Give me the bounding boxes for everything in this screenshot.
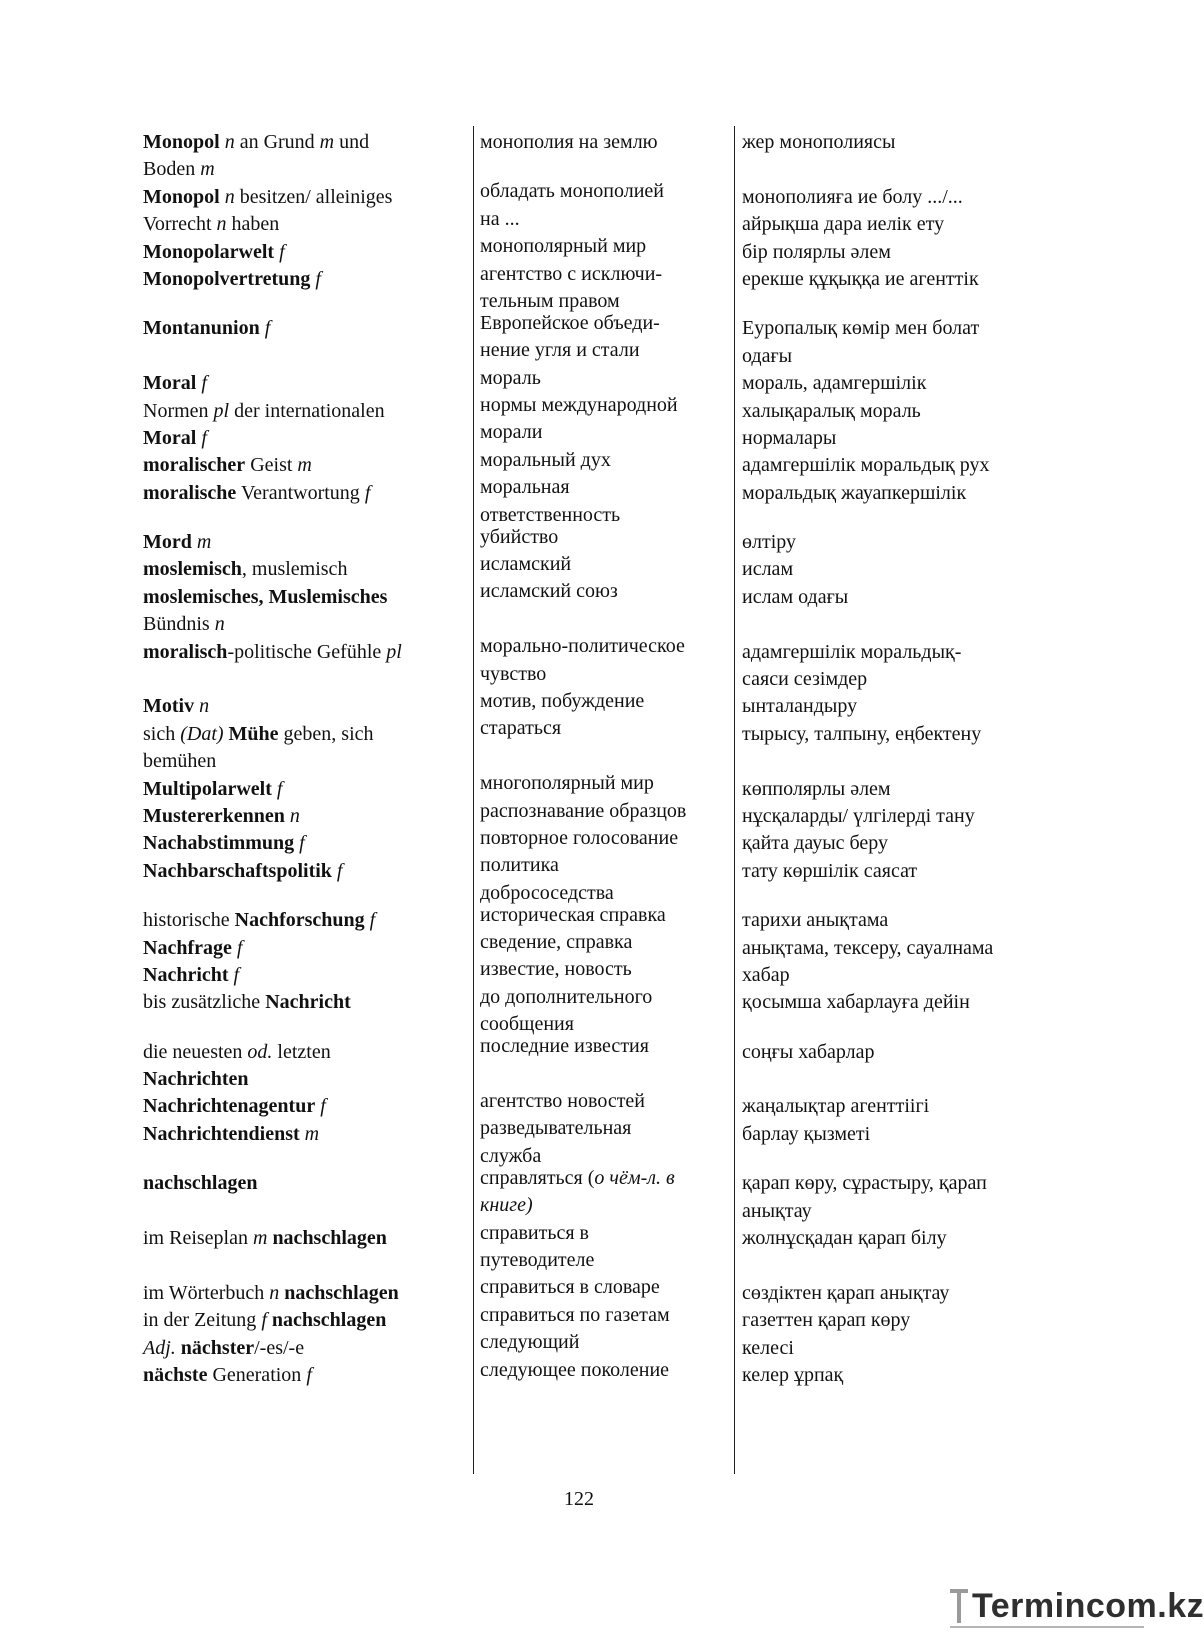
russian-line: на ... xyxy=(480,207,520,230)
russian-line: последние известия xyxy=(480,1035,649,1058)
kazakh-line: қарап көру, сұрастыру, қарап xyxy=(742,1172,987,1195)
russian-line: справляться (о чём-л. в xyxy=(480,1166,675,1189)
german-line: Multipolarwelt f xyxy=(143,777,283,800)
kazakh-line: келесі xyxy=(742,1336,794,1359)
german-line: Adj. nächster/-es/-e xyxy=(143,1336,305,1359)
kazakh-line: халықаралық мораль xyxy=(742,399,921,422)
kazakh-line: бір полярлы әлем xyxy=(742,240,891,263)
kazakh-line: ислам xyxy=(742,558,794,581)
german-line: Mord m xyxy=(143,531,212,554)
german-line: Mustererkennen n xyxy=(143,805,300,828)
german-line: Boden m xyxy=(143,158,215,181)
russian-line: мотив, побуждение xyxy=(480,689,645,712)
german-line: moralischer Geist m xyxy=(143,454,312,477)
russian-line: убийство xyxy=(480,525,559,548)
german-line: die neuesten od. letzten xyxy=(143,1040,331,1063)
russian-line: обладать монополией xyxy=(480,180,664,203)
german-line: in der Zeitung f nachschlagen xyxy=(143,1309,387,1332)
kazakh-line: тату көршілік саясат xyxy=(742,859,918,882)
kazakh-line: қосымша хабарлауға дейін xyxy=(742,991,970,1014)
kazakh-line: монополияға ие болу .../... xyxy=(742,185,963,208)
german-line: sich (Dat) Mühe geben, sich xyxy=(143,722,374,745)
russian-line: сообщения xyxy=(480,1013,574,1036)
russian-line: следующий xyxy=(480,1331,580,1354)
kazakh-line: нормалары xyxy=(742,426,837,449)
kazakh-line: сөздіктен қарап анықтау xyxy=(742,1281,950,1304)
kazakh-line: ынталандыру xyxy=(742,695,858,718)
kazakh-line: соңғы хабарлар xyxy=(742,1040,875,1063)
kazakh-line: өлтіру xyxy=(742,531,797,554)
kazakh-line: тарихи анықтама xyxy=(742,909,889,932)
russian-line: морально-политическое xyxy=(480,635,685,658)
german-line: moslemisches, Muslemisches xyxy=(143,585,388,608)
kazakh-line: нұсқаларды/ үлгілерді тану xyxy=(742,805,975,828)
russian-line: моральная xyxy=(480,476,570,499)
russian-line: книге) xyxy=(480,1194,533,1217)
kazakh-line: анықтама, тексеру, сауалнама xyxy=(742,936,994,959)
russian-line: добрососедства xyxy=(480,881,614,904)
german-line: Nachbarschaftspolitik f xyxy=(143,859,343,882)
german-line: moslemisch, muslemisch xyxy=(143,558,348,581)
kazakh-line: ислам одағы xyxy=(742,585,849,608)
kazakh-line: анықтау xyxy=(742,1199,812,1222)
page-number: 122 xyxy=(564,1488,594,1510)
russian-line: известие, новость xyxy=(480,958,632,981)
russian-line: чувство xyxy=(480,662,547,685)
logo-text: Termincom.kz xyxy=(972,1587,1204,1625)
german-line: historische Nachforschung f xyxy=(143,909,376,932)
kazakh-line: моральдық жауапкершілік xyxy=(742,481,967,504)
german-line: nächste Generation f xyxy=(143,1364,312,1386)
russian-line: ответственность xyxy=(480,503,621,526)
german-line: nachschlagen xyxy=(143,1172,258,1195)
russian-line: историческая справка xyxy=(480,903,666,926)
russian-line: следующее поколение xyxy=(480,1358,670,1381)
russian-line: распознавание образцов xyxy=(480,799,687,822)
kazakh-line: келер ұрпақ xyxy=(742,1364,844,1386)
russian-line: справиться в xyxy=(480,1221,589,1244)
site-logo[interactable] xyxy=(948,1583,1204,1633)
german-line: Vorrecht n haben xyxy=(143,213,280,236)
german-line: im Reiseplan m nachschlagen xyxy=(143,1227,387,1249)
kazakh-line: хабар xyxy=(742,963,790,986)
german-line: im Wörterbuch n nachschlagen xyxy=(143,1281,399,1304)
kazakh-line: мораль, адамгершілік xyxy=(742,372,927,395)
german-line: Nachfrage f xyxy=(143,936,243,959)
kazakh-line: саяси сезімдер xyxy=(742,668,868,691)
german-line: Bündnis n xyxy=(143,613,225,636)
kazakh-line: айрықша дара иелік ету xyxy=(742,213,945,236)
russian-line: повторное голосование xyxy=(480,826,679,849)
russian-line: нормы международной xyxy=(480,394,678,417)
russian-line: разведывательная xyxy=(480,1117,632,1140)
kazakh-line: көпполярлы әлем xyxy=(742,777,891,800)
german-line: Montanunion f xyxy=(143,317,271,340)
russian-line: стараться xyxy=(480,717,562,740)
german-line: Motiv n xyxy=(143,695,210,718)
german-line: bemühen xyxy=(143,750,217,773)
kazakh-line: Еуропалық көмір мен болат xyxy=(742,317,980,340)
russian-line: агентство с исключи- xyxy=(480,262,663,285)
russian-line: исламский xyxy=(480,552,572,575)
german-line: Nachrichtendienst m xyxy=(143,1122,320,1145)
german-line: Nachrichten xyxy=(143,1068,249,1091)
russian-line: монополярный мир xyxy=(480,235,647,258)
russian-line: нение угля и стали xyxy=(480,339,640,362)
russian-line: путеводителе xyxy=(480,1248,595,1271)
russian-line: исламский союз xyxy=(480,580,618,603)
kazakh-line: тырысу, талпыну, еңбектену xyxy=(742,722,982,745)
kazakh-line: газеттен қарап көру xyxy=(742,1309,911,1332)
german-line: Normen pl der internationalen xyxy=(143,399,385,422)
kazakh-line: жолнұсқадан қарап білу xyxy=(742,1227,947,1249)
russian-line: мораль xyxy=(480,366,541,389)
russian-line: моральный дух xyxy=(480,448,611,471)
kazakh-line: ерекше құқыққа ие агенттік xyxy=(742,268,979,290)
russian-line: справиться по газетам xyxy=(480,1303,670,1326)
german-line: Nachrichtenagentur f xyxy=(143,1095,326,1118)
russian-line: политика xyxy=(480,854,559,877)
column-divider xyxy=(473,126,474,1474)
german-line: moralische Verantwortung f xyxy=(143,481,371,504)
russian-line: морали xyxy=(480,421,543,444)
german-line: Monopol n an Grund m und xyxy=(143,131,370,153)
kazakh-line: барлау қызметі xyxy=(742,1122,871,1145)
german-line: moralisch-politische Gefühle pl xyxy=(143,640,402,663)
russian-line: сведение, справка xyxy=(480,931,633,954)
german-line: bis zusätzliche Nachricht xyxy=(143,991,351,1014)
kazakh-line: қайта дауыс беру xyxy=(742,832,889,855)
kazakh-line: адамгершілік моральдық рух xyxy=(742,454,990,477)
kazakh-line: адамгершілік моральдық- xyxy=(742,640,962,663)
russian-line: тельным правом xyxy=(480,289,620,312)
german-line: Moral f xyxy=(143,426,207,449)
german-line: Nachricht f xyxy=(143,963,240,986)
kazakh-line: жаңалықтар агенттіігі xyxy=(742,1095,930,1118)
russian-line: до дополнительного xyxy=(480,985,653,1008)
russian-line: агентство новостей xyxy=(480,1090,646,1112)
german-line: Monopol n besitzen/ alleiniges xyxy=(143,185,393,208)
kazakh-line: одағы xyxy=(742,344,793,367)
column-divider xyxy=(734,126,735,1474)
kazakh-line: жер монополиясы xyxy=(742,131,896,153)
russian-line: служба xyxy=(480,1144,542,1167)
russian-line: Европейское объеди- xyxy=(480,311,660,334)
russian-line: справиться в словаре xyxy=(480,1276,660,1299)
german-line: Monopolvertretung f xyxy=(143,268,321,290)
russian-line: монополия на землю xyxy=(480,131,658,153)
german-line: Nachabstimmung f xyxy=(143,832,305,855)
russian-line: многополярный мир xyxy=(480,772,654,795)
german-line: Moral f xyxy=(143,372,207,395)
german-line: Monopolarwelt f xyxy=(143,240,285,263)
